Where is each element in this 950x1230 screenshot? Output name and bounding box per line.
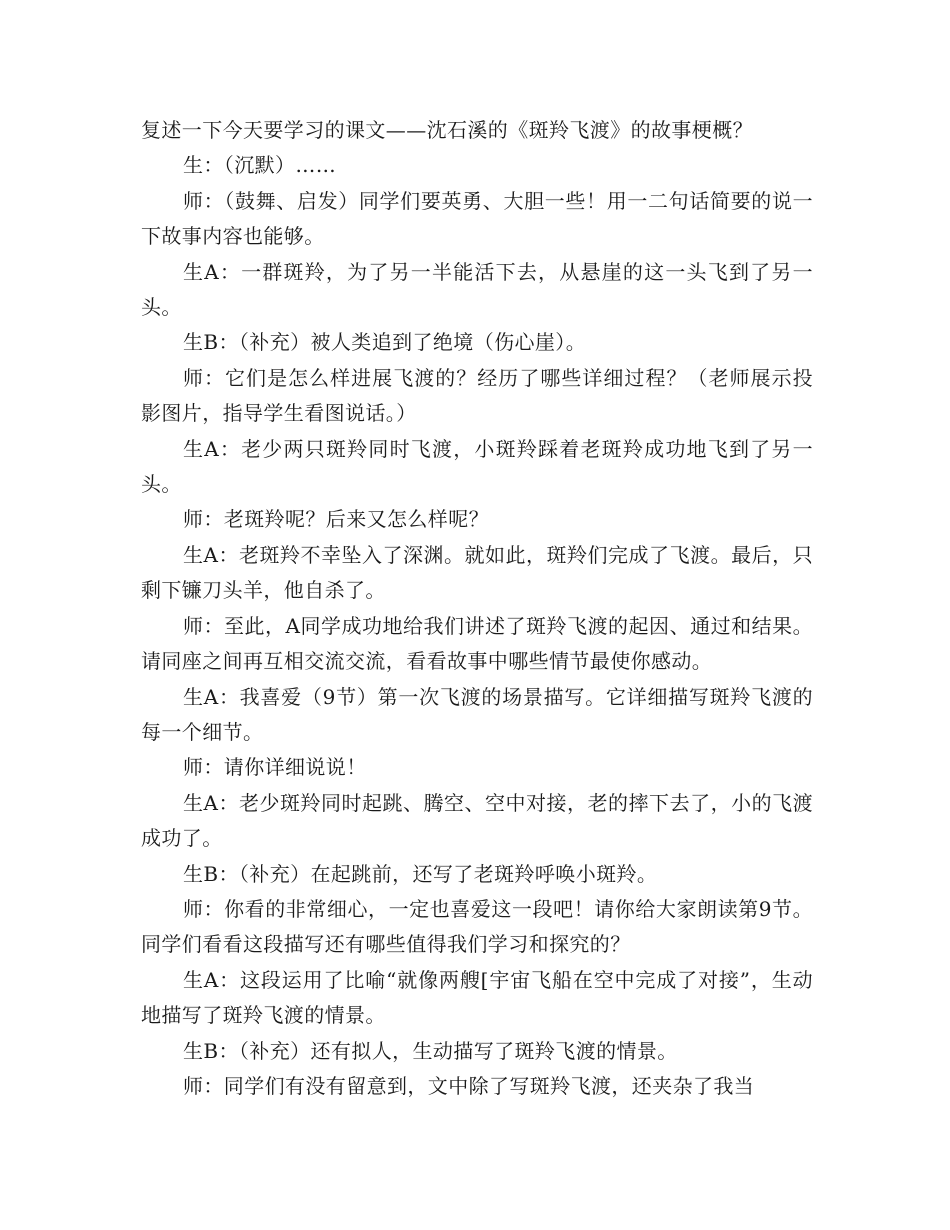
paragraph-student-silence: 生：（沉默）……	[183, 153, 337, 178]
paragraph-teacher-discussion: 师：至此，A同学成功地给我们讲述了斑羚飞渡的起因、通过和结果。请同座之间再互相交流交流，看看故事中哪些情节最使你感动。	[141, 613, 813, 674]
paragraph-student-b-calling: 生B：（补充）在起跳前，还写了老斑羚呼唤小斑羚。	[183, 861, 658, 886]
paragraph-student-a-summary: 生A：一群斑羚，为了另一半能活下去，从悬崖的这一头飞到了另一头。	[141, 259, 813, 320]
paragraph-teacher-details: 师：请你详细说说！	[183, 755, 367, 780]
paragraph-student-a-favorite: 生A：我喜爱（9节）第一次飞渡的场景描写。它详细描写斑羚飞渡的每一个细节。	[141, 684, 813, 744]
paragraph-student-a-metaphor: 生A：这段运用了比喻“就像两艘[宇宙飞船在空中完成了对接”，生动地描写了斑羚飞渡的情景。	[141, 967, 813, 1028]
paragraph-teacher-process-question: 师：它们是怎么样进展飞渡的？经历了哪些详细过程？（老师展示投影图片，指导学生看图说话。）	[141, 365, 813, 426]
paragraph-teacher-read-aloud: 师：你看的非常细心，一定也喜爱这一段吧！请你给大家朗读第9节。同学们看看这段描写还有哪些值得我们学习和探究的？	[141, 896, 813, 957]
paragraph-teacher-encourage: 师：（鼓舞、启发）同学们要英勇、大胆一些！用一二句话简要的说一下故事内容也能够。	[141, 188, 813, 249]
document-body	[141, 113, 813, 1104]
paragraph-student-a-ending: 生A：老斑羚不幸坠入了深渊。就如此，斑羚们完成了飞渡。最后，只剩下镰刀头羊，他自杀了。	[141, 542, 813, 603]
paragraph-student-a-details: 生A：老少斑羚同时起跳、腾空、空中对接，老的摔下去了，小的飞渡成功了。	[141, 790, 813, 851]
paragraph-student-a-process: 生A：老少两只斑羚同时飞渡，小斑羚踩着老斑羚成功地飞到了另一头。	[141, 436, 813, 497]
paragraph-student-b-personification: 生B：（补充）还有拟人，生动描写了斑羚飞渡的情景。	[183, 1038, 678, 1063]
paragraph-teacher-notice: 师：同学们有没有留意到，文中除了写斑羚飞渡，还夹杂了我当	[183, 1073, 755, 1098]
paragraph-student-b-supplement: 生B：（补充）被人类追到了绝境（伤心崖）。	[183, 330, 587, 355]
paragraph-teacher-old-antelope: 师：老斑羚呢？后来又怎么样呢？	[183, 507, 489, 532]
paragraph-intro-question: 复述一下今天要学习的课文——沈石溪的《斑羚飞渡》的故事梗概？	[141, 118, 753, 142]
